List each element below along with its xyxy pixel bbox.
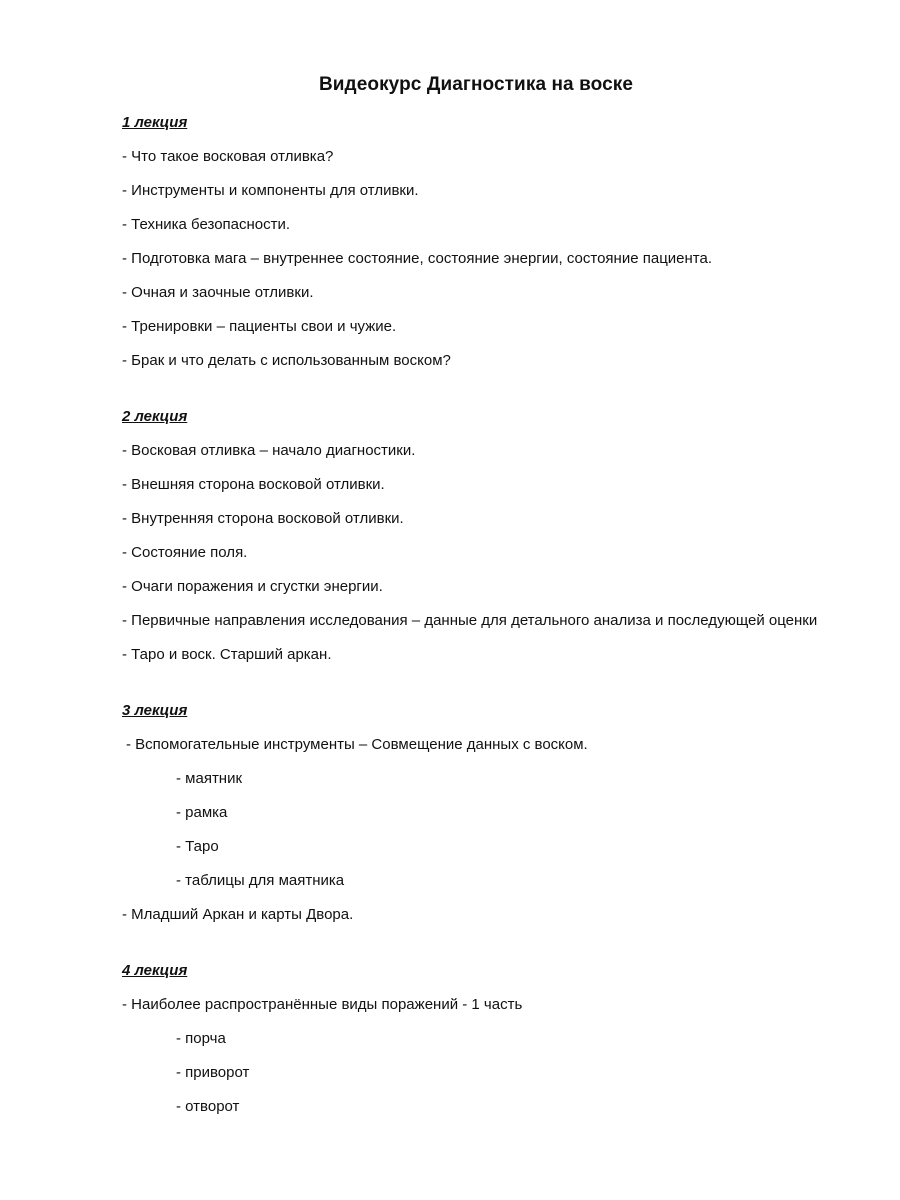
sub-list-item: - отворот [176,1098,240,1115]
list-item: - Что такое восковая отливка? [122,148,334,165]
list-item: - Вспомогательные инструменты – Совмещение данных с воском. [126,736,588,753]
sub-list-item: - Таро [176,838,219,855]
document-content [122,111,882,1129]
list-item: - Внешняя сторона восковой отливки. [122,476,385,493]
lecture-1-section [122,111,882,373]
list-item: - Тренировки – пациенты свои и чужие. [122,318,397,335]
sub-list-item: - приворот [176,1064,250,1081]
sub-list-item: - порча [176,1030,226,1047]
lecture-3-section [122,699,882,927]
list-item: - Внутренняя сторона восковой отливки. [122,510,404,527]
list-item: - Состояние поля. [122,544,248,561]
list-item: - Наиболее распространённые виды поражений - 1 часть [122,996,523,1013]
lecture-4-heading: 4 лекция [122,962,188,979]
lecture-2-section [122,405,882,667]
list-item: - Очная и заочные отливки. [122,284,314,301]
list-item: - Очаги поражения и сгустки энергии. [122,578,383,595]
list-item: - Подготовка мага – внутреннее состояние, состояние энергии, состояние пациента. [122,250,712,267]
sub-list-item: - рамка [176,804,228,821]
list-item: - Инструменты и компоненты для отливки. [122,182,419,199]
lecture-1-heading: 1 лекция [122,114,188,131]
lecture-4-section [122,959,882,1119]
list-item: - Первичные направления исследования – данные для детального анализа и последующей оценки [122,612,818,629]
list-item: - Младший Аркан и карты Двора. [122,906,354,923]
list-item: - Техника безопасности. [122,216,291,233]
sub-list-item: - маятник [176,770,243,787]
list-item: - Брак и что делать с использованным воском? [122,352,451,369]
document-title: Видеокурс Диагностика на воске [318,74,634,95]
sub-list-item: - таблицы для маятника [176,872,345,889]
lecture-3-heading: 3 лекция [122,702,188,719]
list-item: - Восковая отливка – начало диагностики. [122,442,416,459]
list-item: - Таро и воск. Старший аркан. [122,646,332,663]
lecture-2-heading: 2 лекция [122,408,188,425]
